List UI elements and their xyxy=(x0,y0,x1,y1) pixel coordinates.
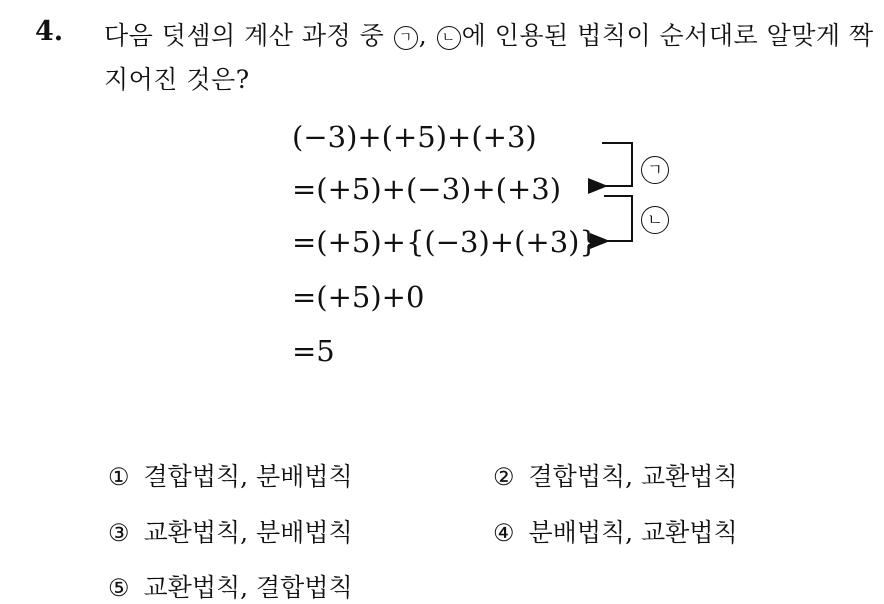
math-step-4: =(+5)+0 xyxy=(292,280,425,314)
choice-4-mark: ④ xyxy=(493,519,515,547)
choice-5[interactable] xyxy=(108,568,353,604)
choice-2-mark: ② xyxy=(493,463,515,491)
math-step-1: (−3)+(+5)+(+3) xyxy=(292,120,537,154)
choice-1-text: 결합법칙, 분배법칙 xyxy=(143,462,353,491)
choice-5-text: 교환법칙, 결합법칙 xyxy=(143,573,353,602)
choice-3[interactable] xyxy=(108,513,353,549)
circled-mark-a: ㄱ xyxy=(394,26,418,50)
question-text-sep: , xyxy=(418,21,436,50)
choice-4[interactable] xyxy=(493,513,738,549)
question-number: 4. xyxy=(35,16,64,47)
choice-1[interactable] xyxy=(108,457,353,493)
circled-mark-b: ㄴ xyxy=(437,26,461,50)
arrow-a xyxy=(602,143,632,186)
choice-3-mark: ③ xyxy=(108,519,130,547)
step-tag-a: ㄱ xyxy=(641,156,669,184)
math-step-3: =(+5)+{(−3)+(+3)} xyxy=(292,225,598,259)
math-step-2: =(+5)+(−3)+(+3) xyxy=(292,172,562,206)
choice-3-text: 교환법칙, 분배법칙 xyxy=(143,518,353,547)
choice-1-mark: ① xyxy=(108,463,130,491)
question-text-part2: 에 인용된 법칙이 순서대로 알맞게 짝지어진 것은? xyxy=(104,21,874,94)
question-text-part1: 다음 덧셈의 계산 과정 중 xyxy=(104,21,393,50)
choice-4-text: 분배법칙, 교환법칙 xyxy=(528,518,738,547)
math-step-5: =5 xyxy=(292,334,335,368)
choice-2[interactable] xyxy=(493,457,738,493)
step-arrows xyxy=(590,130,640,250)
arrow-b xyxy=(604,196,632,241)
step-tag-b: ㄴ xyxy=(641,206,669,234)
choice-2-text: 결합법칙, 교환법칙 xyxy=(528,462,738,491)
choice-5-mark: ⑤ xyxy=(108,574,130,602)
question-text xyxy=(104,14,874,102)
